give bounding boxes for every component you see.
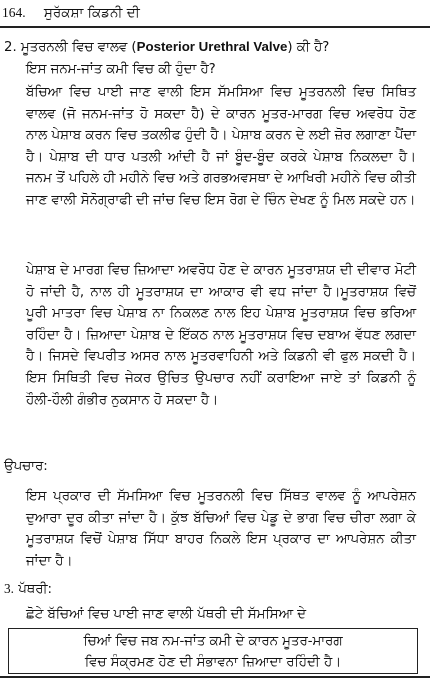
- question-2-number: 2.: [4, 40, 17, 55]
- question-2-text-before: ਮੂਤਰਨਲੀ ਵਿਚ ਵਾਲਵ (: [20, 40, 137, 55]
- callout-box: [8, 628, 418, 674]
- paragraph-1: ਬੱਚਿਆ ਵਿਚ ਪਾਈ ਜਾਣ ਵਾਲੀ ਇਸ ਸੱਮਸਿਆ ਵਿਚ ਮੂਤਰਨਲੀ ਵਿਚ ਸਿਥਿਤ ਵਾਲਵ (ਜੋ ਜਨਮ-ਜਾਂਤ ਹੋ ਸਕਦਾ ਹੈ) ਦੇ ਕਾਰਨ ਮੂਤਰ-ਮਾਰਗ ਵਿਚ ਅਵਰੋਧ ਹੋਣ ਨਾਲ ਪੇਸ਼ਾਬ ਕਰਨ ਵਿਚ ਤਕਲੀਫ ਹੁੰਦੀ ਹੈ। ਪੇਸ਼ਾਬ ਕਰਨ ਦੇ ਲਈ ਜ਼ੋਰ ਲਗਾਣਾ ਪੈਂਦਾ ਹੈ। ਪੇਸ਼ਾਬ ਦੀ ਧਾਰ ਪਤਲੀ ਆਂਦੀ ਹੈ ਜਾਂ ਬੂੰਦ-ਬੂੰਦ ਕਰਕੇ ਪੇਸ਼ਾਬ ਨਿਕਲਦਾ ਹੈ। ਜਨਮ ਤੋਂ ਪਹਿਲੇ ਹੀ ਮਹੀਨੇ ਵਿਚ ਅਤੇ ਗਰਭਅਵਸਥਾ ਦੇ ਆਖਿਰੀ ਮਹੀਨੇ ਵਿਚ ਕੀਤੀ ਜਾਣ ਵਾਲੀ ਸੋਨੋਗ੍ਰਾਫੀ ਦੀ ਜਾਂਚ ਵਿਚ ਇਸ ਰੋਗ ਦੇ ਚਿੰਨ ਦੇਖਣ ਨੂੰ ਮਿਲ ਸਕਦੇ ਹਨ।: [26, 85, 416, 208]
- treatment-heading: ਉਪਚਾਰ:: [4, 459, 48, 474]
- question-3-title: ਪੱਥਰੀ:: [18, 582, 52, 597]
- question-3-number: 3.: [4, 581, 14, 596]
- running-header: [2, 2, 420, 24]
- callout-line-2: ਵਿਚ ਸੰਕ੍ਰਮਣ ਹੋਣ ਦੀ ਸੰਭਾਵਨਾ ਜ਼ਿਆਦਾ ਰਹਿੰਦੀ ਹੈ।: [84, 655, 342, 670]
- question-2-line-1: [4, 36, 420, 59]
- paragraph-4: ਛੋਟੇ ਬੱਚਿਆਂ ਵਿਚ ਪਾਈ ਜਾਣ ਵਾਲੀ ਪੱਥਰੀ ਦੀ ਸੱਮਸਿਆ ਦੇ: [26, 607, 306, 622]
- question-2-text-after: ) ਕੀ ਹੈ?: [287, 40, 330, 55]
- book-title: ਸੁਰੱਕਸ਼ਾ ਕਿਡਨੀ ਦੀ: [43, 5, 140, 21]
- question-2: [4, 36, 420, 81]
- page-number: 164.: [2, 5, 26, 20]
- footer-rule: [0, 676, 430, 678]
- callout-line-1: ਚਿਆਂ ਵਿਚ ਜਬ ਨਮ-ਜਾਂਤ ਕਮੀ ਦੇ ਕਾਰਨ ਮੂਤਰ-ਮਾਰਗ: [83, 634, 343, 649]
- paragraph-2: ਪੇਸ਼ਾਬ ਦੇ ਮਾਰਗ ਵਿਚ ਜ਼ਿਆਦਾ ਅਵਰੋਧ ਹੋਣ ਦੇ ਕਾਰਨ ਮੂਤਰਾਸ਼ਯ ਦੀ ਦੀਵਾਰ ਮੋਟੀ ਹੋ ਜਾਂਦੀ ਹੈ, ਨਾਲ ਹੀ ਮੂਤਰਾਸ਼ਯ ਦਾ ਆਕਾਰ ਵੀ ਵਧ ਜਾਂਦਾ ਹੈ।ਮੂਤਰਾਸ਼ਯ ਵਿਚੋਂ ਪੂਰੀ ਮਾਤਰਾ ਵਿਚ ਪੇਸ਼ਾਬ ਨਾ ਨਿਕਲਣ ਨਾਲ ਇਹ ਪੇਸ਼ਾਬ ਮੂਤਰਾਸ਼ਯ ਵਿਚ ਭਰਿਆ ਰਹਿੰਦਾ ਹੈ। ਜ਼ਿਆਦਾ ਪੇਸ਼ਾਬ ਦੇ ਇੱਕਠ ਨਾਲ ਮੂਤਰਾਸ਼ਯ ਵਿਚ ਦਬਾਅ ਵੱਧਣ ਲਗਦਾ ਹੈ। ਜਿਸਦੇ ਵਿਪਰੀਤ ਅਸਰ ਨਾਲ ਮੂਤਰਵਾਹਿਨੀ ਅਤੇ ਕਿਡਨੀ ਵੀ ਫੁਲ ਸਕਦੀ ਹੈ।ਇਸ ਸਿਥਿਤੀ ਵਿਚ ਜੇਕਰ ਉਚਿਤ ਉਪਚਾਰ ਨਹੀਂ ਕਰਾਇਆ ਜਾਏ ਤਾਂ ਕਿਡਨੀ ਨੂੰ ਹੌਲੀ-ਹੌਲੀ ਗੰਭੀਰ ਨੁਕਸਾਨ ਹੋ ਸਕਦਾ ਹੈ।: [26, 263, 416, 408]
- header-rule: [0, 26, 430, 28]
- english-term: Posterior Urethral Valve: [136, 39, 288, 54]
- question-3-heading: [4, 578, 52, 601]
- question-2-line-2: ਇਸ ਜਨਮ-ਜਾਂਤ ਕਮੀ ਵਿਚ ਕੀ ਹੁੰਦਾ ਹੈ?: [26, 62, 216, 77]
- paragraph-3: ਇਸ ਪ੍ਰਕਾਰ ਦੀ ਸੱਮਸਿਆ ਵਿਚ ਮੂਤਰਨਲੀ ਵਿਚ ਸਿੱਥਤ ਵਾਲਵ ਨੂੰ ਆਪਰੇਸ਼ਨ ਦੁਆਰਾ ਦੂਰ ਕੀਤਾ ਜਾਂਦਾ ਹੈ। ਕੁੱਝ ਬੱਚਿਆਂ ਵਿਚ ਪੇਡੂ ਦੇ ਭਾਗ ਵਿਚ ਚੀਰਾ ਲਗਾ ਕੇ ਮੂਤਰਾਸ਼ਯ ਵਿਚੋਂ ਪੇਸ਼ਾਬ ਸਿੱਧਾ ਬਾਹਰ ਨਿਕਲੇ ਇਸ ਪ੍ਰਕਾਰ ਦਾ ਆਪਰੇਸ਼ਨ ਕੀਤਾ ਜਾਂਦਾ ਹੈ।: [26, 489, 416, 569]
